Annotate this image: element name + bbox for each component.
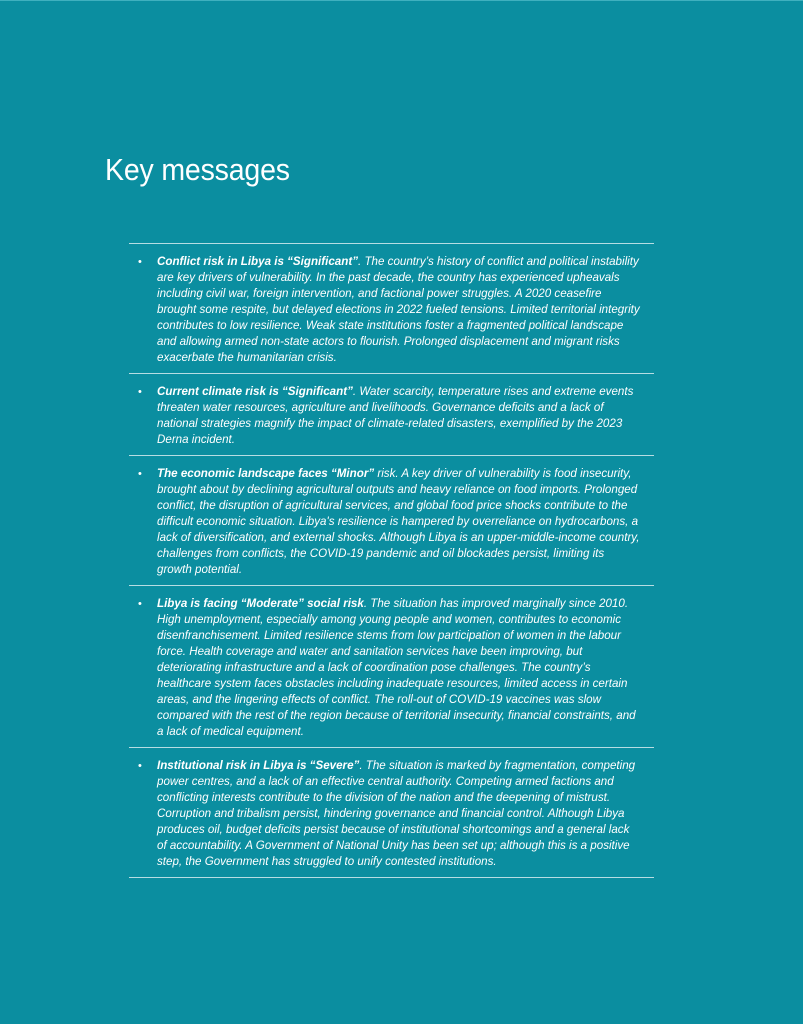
message-economic [129, 456, 654, 586]
key-messages-list [129, 243, 654, 878]
message-lead: The economic landscape faces “Minor” [157, 467, 375, 480]
bullet-icon: • [138, 760, 142, 772]
message-lead: Libya is facing “Moderate” social risk [157, 597, 364, 610]
message-lead: Conflict risk in Libya is “Significant” [157, 255, 358, 268]
bullet-icon: • [138, 598, 142, 610]
bullet-icon: • [138, 256, 142, 268]
message-body: risk. A key driver of vulnerability is food insecurity, brought about by declining agricultural outputs and heavy reliance on food imports. Prolonged conflict, the disruption of agricultural services, and global food price shocks contribute to the difficult economic situation. Libya's resilience is hampered by overreliance on hydrocarbons, a lack of diversification, and external shocks. Although Libya is an upper-middle-income country, challenges from conflicts, the COVID-19 pandemic and oil blockades persist, limiting its growth potential. [157, 467, 640, 576]
message-social [129, 586, 654, 748]
message-body: . The situation is marked by fragmentation, competing power centres, and a lack of an effective central authority. Competing armed factions and conflicting interests contribute to the division of the nation and the deepening of mistrust. Corruption and tribalism persist, hindering governance and financial control. Although Libya produces oil, budget deficits persist because of institutional shortcomings and a general lack of accountability. A Government of National Unity has been set up; although this is a positive step, the Government has struggled to unify contested institutions. [157, 759, 636, 868]
message-conflict [129, 244, 654, 374]
message-climate [129, 374, 654, 456]
bullet-icon: • [138, 468, 142, 480]
bullet-icon: • [138, 386, 142, 398]
message-body: . Water scarcity, temperature rises and extreme events threaten water resources, agriculture and livelihoods. Governance deficits and a lack of national strategies magnify the impact of climate-related disasters, exemplified by the 2023 Derna incident. [157, 385, 634, 446]
top-rule [0, 0, 803, 1]
message-institutional [129, 748, 654, 878]
message-lead: Current climate risk is “Significant” [157, 385, 353, 398]
message-body: . The country’s history of conflict and political instability are key drivers of vulnerability. In the past decade, the country has experienced upheavals including civil war, foreign intervention, and factional power struggles. A 2020 ceasefire brought some respite, but delayed elections in 2022 fueled tensions. Limited territorial integrity contributes to low resilience. Weak state institutions foster a fragmented political landscape and allowing armed non-state actors to flourish. Prolonged displacement and migrant risks exacerbate the humanitarian crisis. [157, 255, 640, 364]
message-lead: Institutional risk in Libya is “Severe” [157, 759, 360, 772]
message-body: . The situation has improved marginally since 2010. High unemployment, especially among young people and women, contributes to economic disenfranchisement. Limited resilience stems from low participation of women in the labour force. Health coverage and water and sanitation services have been improving, but deteriorating infrastructure and a lack of coordination pose challenges. The country’s healthcare system faces obstacles including inadequate resources, limited access in certain areas, and the lingering effects of conflict. The roll-out of COVID-19 vaccines was slow compared with the rest of the region because of territorial insecurity, financial constraints, and a lack of medical equipment. [157, 597, 636, 738]
page-title: Key messages [105, 152, 290, 187]
